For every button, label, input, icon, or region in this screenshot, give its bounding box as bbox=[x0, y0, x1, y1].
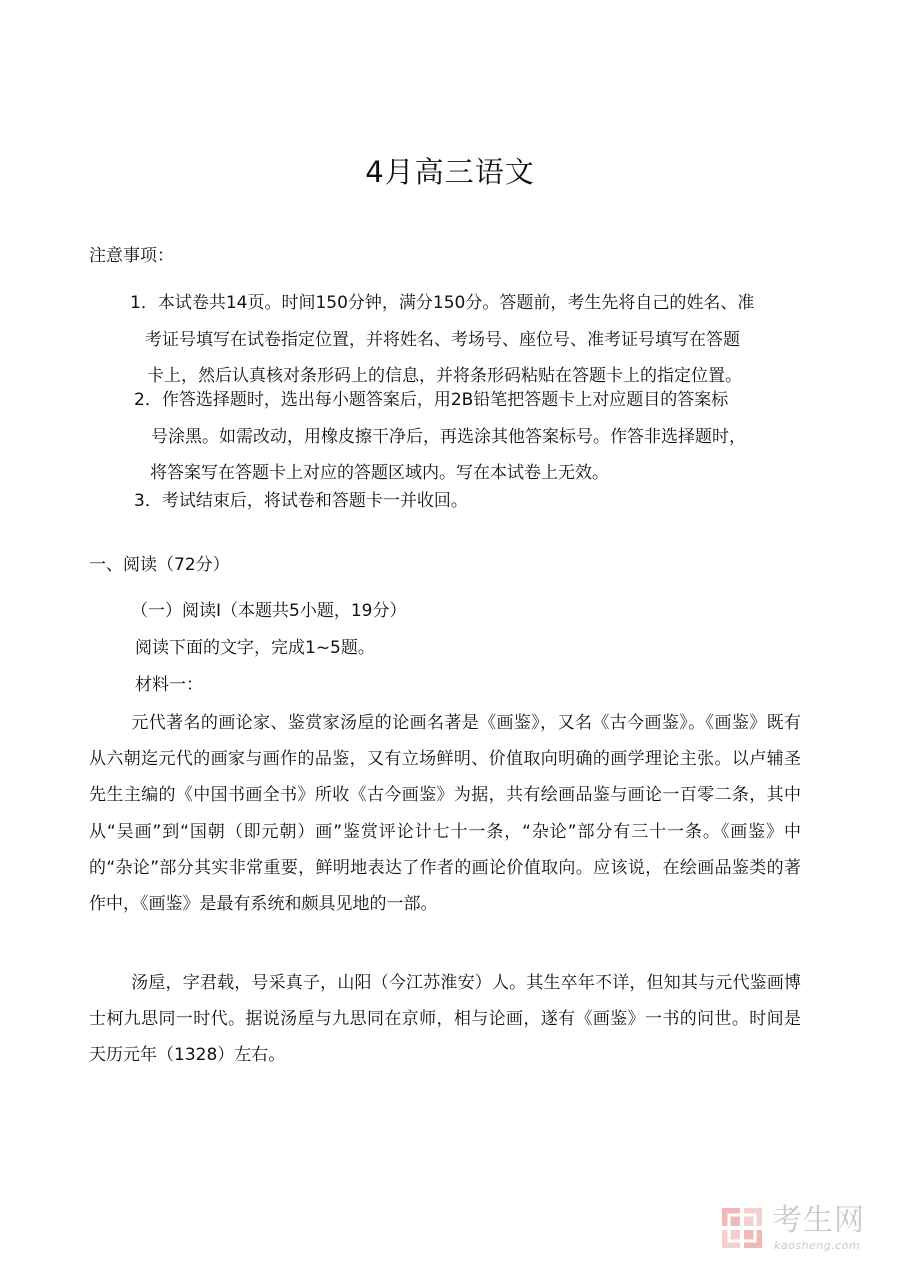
material-label: 材料一： bbox=[135, 675, 203, 695]
notice-item-1 bbox=[130, 285, 754, 395]
material-paragraph-2 bbox=[89, 965, 801, 1074]
notice-item-1-line-1: 1．本试卷共14页。时间150分钟，满分150分。答题前，考生先将自己的姓名、准 bbox=[130, 293, 755, 313]
notice-item-2-line-2: 号涂黑。如需改动，用橡皮擦干净后，再选涂其他答案标号。作答非选择题时， bbox=[151, 426, 746, 447]
notice-heading: 注意事项： bbox=[89, 246, 174, 266]
notice-item-1-line-2: 考证号填写在试卷指定位置，并将姓名、考场号、座位号、准考证号填写在答题 bbox=[145, 329, 740, 350]
section-subheading: （一）阅读I（本题共5小题，19分） bbox=[131, 601, 407, 621]
material-paragraph-1 bbox=[89, 705, 801, 922]
material-paragraph-2-text: 汤垕，字君载，号采真子，山阳（今江苏淮安）人。其生卒年不详，但知其与元代鉴画博士柯九思同一时代。据说汤垕与九思同在京师，相与论画，遂有《画鉴》一书的问世。时间是天历元年（1328）左右。 bbox=[89, 973, 801, 1066]
page-title: 4月高三语文 bbox=[365, 155, 535, 189]
notice-item-1-line-3: 卡上，然后认真核对条形码上的信息，并将条形码粘贴在答题卡上的指定位置。 bbox=[147, 366, 742, 386]
notice-item-2 bbox=[134, 382, 746, 492]
section-instruction: 阅读下面的文字，完成1~5题。 bbox=[135, 638, 375, 658]
watermark-name: 考生网 bbox=[772, 1203, 865, 1238]
notice-item-3: 3．考试结束后，将试卷和答题卡一并收回。 bbox=[134, 491, 468, 511]
watermark bbox=[720, 1202, 880, 1258]
section-heading: 一、阅读（72分） bbox=[89, 555, 230, 575]
notice-item-2-line-1: 2．作答选择题时，选出每小题答案后，用2B铅笔把答题卡上对应题目的答案标 bbox=[134, 390, 729, 410]
watermark-domain: kaosheng.com bbox=[774, 1239, 861, 1252]
material-paragraph-1-text: 元代著名的画论家、鉴赏家汤垕的论画名著是《画鉴》，又名《古今画鉴》。《画鉴》既有从六朝迄元代的画家与画作的品鉴，又有立场鲜明、价值取向明确的画学理论主张。以卢辅圣先生主编的《中国书画全书》所收《古今画鉴》为据，共有绘画品鉴与画论一百零二条，其中从“吴画”到“国朝（即元朝）画”鉴赏评论计七十一条，“杂论”部分有三十一条。《画鉴》中的“杂论”部分其实非常重要，鲜明地表达了作者的画论价值取向。应该说，在绘画品鉴类的著作中，《画鉴》是最有系统和颇具见地的一部。 bbox=[89, 713, 801, 915]
notice-item-2-line-3: 将答案写在答题卡上对应的答题区域内。写在本试卷上无效。 bbox=[150, 463, 609, 483]
watermark-logo-icon bbox=[720, 1206, 764, 1250]
